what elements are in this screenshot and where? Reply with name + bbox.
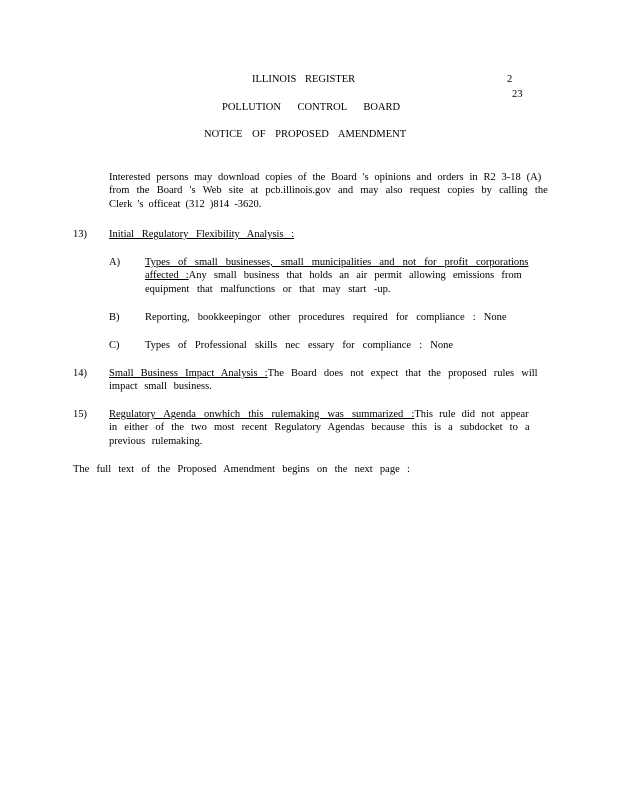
intro-line-1: Interested persons may download copies of the Board 's opinions and orders in R2 3-18 (A) bbox=[109, 172, 542, 183]
board-title: POLLUTION CONTROL BOARD bbox=[222, 102, 401, 113]
notice-title: NOTICE OF PROPOSED AMENDMENT bbox=[204, 129, 407, 140]
issue-number: 23 bbox=[512, 89, 523, 100]
page-number: 2 bbox=[507, 74, 513, 85]
item-13a-line-1 bbox=[145, 256, 529, 269]
item-15-line-2: in either of the two most recent Regulatory Agendas because this is a subdocket to a bbox=[109, 422, 530, 433]
item-14-title: Small Business Impact Analysis : bbox=[109, 368, 268, 379]
item-14-number: 14) bbox=[73, 368, 87, 379]
intro-line-2: from the Board 's Web site at pcb.illinois.gov and may also request copies by calling the bbox=[109, 185, 548, 196]
item-13-title bbox=[109, 228, 294, 241]
item-13a-line-2 bbox=[145, 269, 522, 282]
item-15-line-3: previous rulemaking. bbox=[109, 436, 203, 447]
item-15-line-1-text: This rule did not appear bbox=[414, 409, 529, 420]
item-13b-label: B) bbox=[109, 312, 120, 323]
item-15-title: Regulatory Agenda onwhich this rulemaking was summarized : bbox=[109, 409, 415, 420]
item-13a-line-2-text: Any small business that holds an air permit allowing emissions from bbox=[188, 270, 522, 281]
item-15-line-1 bbox=[109, 408, 529, 421]
intro-line-3: Clerk 's officeat (312 )814 -3620. bbox=[109, 199, 262, 210]
item-13a-line-1-text: Types of small businesses, small municipalities and not for profit corporations bbox=[145, 257, 529, 268]
item-13a-label: A) bbox=[109, 257, 121, 268]
item-13c-label: C) bbox=[109, 340, 120, 351]
item-13c-text: Types of Professional skills nec essary for compliance : None bbox=[145, 340, 453, 351]
item-14-line-2: impact small business. bbox=[109, 381, 212, 392]
item-13-title-text: Initial Regulatory Flexibility Analysis : bbox=[109, 229, 295, 240]
item-14-line-1-text: The Board does not expect that the proposed rules will bbox=[267, 368, 538, 379]
closing-line: The full text of the Proposed Amendment begins on the next page : bbox=[73, 464, 410, 475]
item-13a-line-3: equipment that malfunctions or that may start -up. bbox=[145, 284, 391, 295]
item-14-line-1 bbox=[109, 367, 538, 380]
item-13b-text: Reporting, bookkeepingor other procedures required for compliance : None bbox=[145, 312, 507, 323]
item-13a-affected: affected : bbox=[145, 270, 189, 281]
register-title: ILLINOIS REGISTER bbox=[252, 74, 356, 85]
item-15-number: 15) bbox=[73, 409, 87, 420]
item-13-number: 13) bbox=[73, 229, 87, 240]
